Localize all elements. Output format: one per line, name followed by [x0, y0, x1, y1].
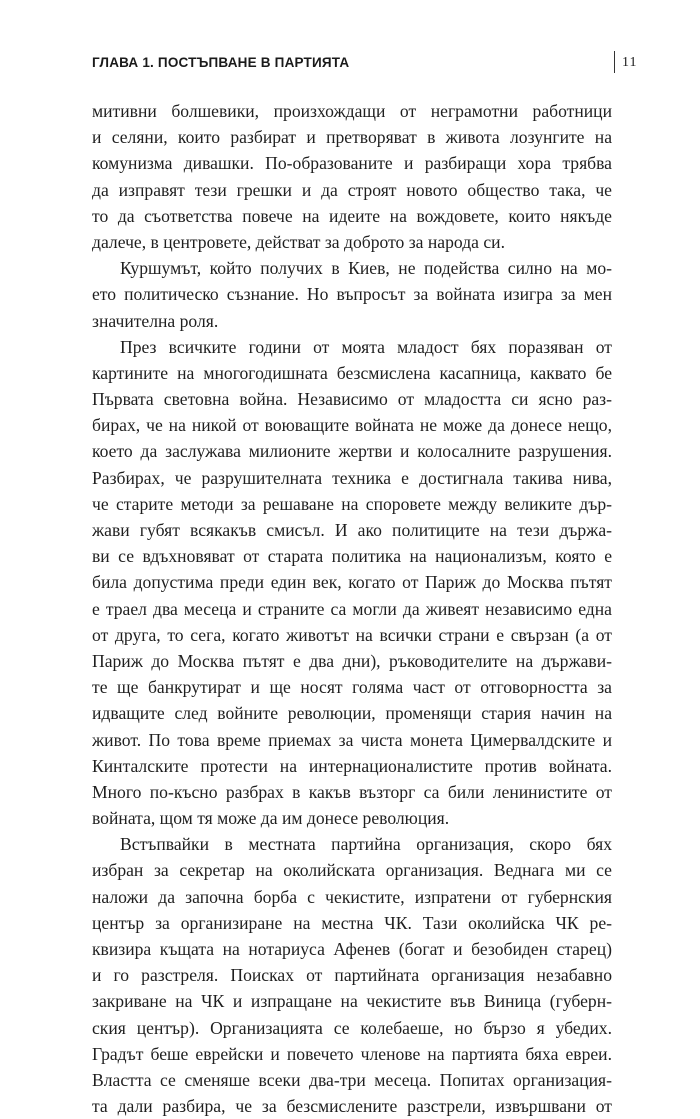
text-line: Куршумът, който получих в Киев, не подейства силно на мо- [120, 258, 612, 279]
text-line: Кинталските протести на интернационалистите против войната. [92, 755, 612, 776]
text-line: те ще банкрутират и ще носят голяма част от отговорността за [92, 677, 612, 698]
text-line: Встъпвайки в местната партийна организация, скоро бях [120, 834, 612, 855]
text-line: далече, в центровете, действат за доброто за народа си. [92, 231, 505, 252]
text-line: център за организиране на местна ЧК. Тази околийска ЧК ре- [92, 912, 612, 933]
text-line: митивни болшевики, произхождащи от неграмотни работници [92, 101, 612, 121]
text-line: бирах, че на никой от воюващите войната не може да донесе нещо, [92, 415, 612, 436]
text-line: да изправят тези грешки и да строят новото общество така, че [92, 179, 612, 200]
running-head [92, 55, 652, 77]
chapter-title: ГЛАВА 1. ПОСТЪПВАНЕ В ПАРТИЯТА [92, 55, 350, 70]
text-line: Разбирах, че разрушителната техника е достигнала такива нива, [92, 467, 612, 488]
text-line: била допустима преди един век, когато от Париж до Москва пътят [92, 572, 612, 593]
text-line: то да съответства повече на идеите на вождовете, които някъде [92, 205, 612, 226]
text-line: ви се вдъхновяват от старата политика на национализъм, която е [92, 546, 612, 567]
text-line: и го разстреля. Поисках от партийната организация незабавно [92, 965, 612, 986]
text-line: избран за секретар на околийската организация. Веднага ми се [92, 860, 612, 881]
text-line: Много по-късно разбрах в какъв възторг са били ленинистите от [92, 781, 612, 802]
text-line: Властта се сменяше всеки два-три месеца. Попитах организация- [92, 1069, 612, 1090]
text-line: ския център). Организацията се колебаеше, но бързо я убедих. [92, 1017, 612, 1038]
text-line: закриване на ЧК и изпращане на чекистите във Виница (губерн- [92, 991, 612, 1012]
text-line: идващите след войните революции, променящи стария начин на [92, 703, 612, 724]
text-line: жави губят всякакъв смисъл. И ако политиците на тези държа- [92, 520, 612, 540]
text-line: войната, щом тя може да им донесе революция. [92, 808, 450, 829]
text-line: Париж до Москва пътят е два дни), ръководителите на държави- [92, 650, 612, 671]
text-line: от друга, то сега, когато животът на всички страни е свързан (а от [92, 624, 612, 645]
text-line: и селяни, които разбират и претворяват в живота лозунгите на [92, 127, 612, 148]
page-number: 11 [622, 55, 638, 70]
text-line: та дали разбира, че за безсмислените разстрели, извършвани от [92, 1096, 612, 1117]
text-line: комунизма дивашки. По-образованите и разбиращи хора трябва [92, 153, 612, 174]
text-line: че старите методи за решаване на споровете между великите дър- [92, 493, 612, 514]
body-text [92, 98, 612, 1119]
text-line: През всичките години от моята младост бях поразяван от [120, 336, 612, 357]
text-line: живот. По това време приемах за чиста монета Цимервалдските и [92, 729, 612, 750]
text-line: Градът беше еврейски и повечето членове на партията бяха евреи. [92, 1043, 612, 1064]
text-line: картините на многогодишната безсмислена касапница, каквато бе [92, 362, 612, 383]
text-line: квизира къщата на нотариуса Афенев (богат и безобиден старец) [92, 939, 612, 959]
header-divider [614, 51, 615, 73]
text-line: е траел два месеца и страните са могли да живеят независимо една [92, 598, 612, 619]
text-line: ето политическо съзнание. Но въпросът за войната изигра за мен [92, 284, 612, 305]
text-line: което да заслужава милионите жертви и колосалните разрушения. [92, 441, 612, 462]
text-line: Първата световна война. Независимо от младостта си ясно раз- [92, 389, 612, 410]
text-line: наложи да започна борба с чекистите, изпратени от губернския [92, 886, 612, 907]
text-line: значителна роля. [92, 310, 219, 331]
